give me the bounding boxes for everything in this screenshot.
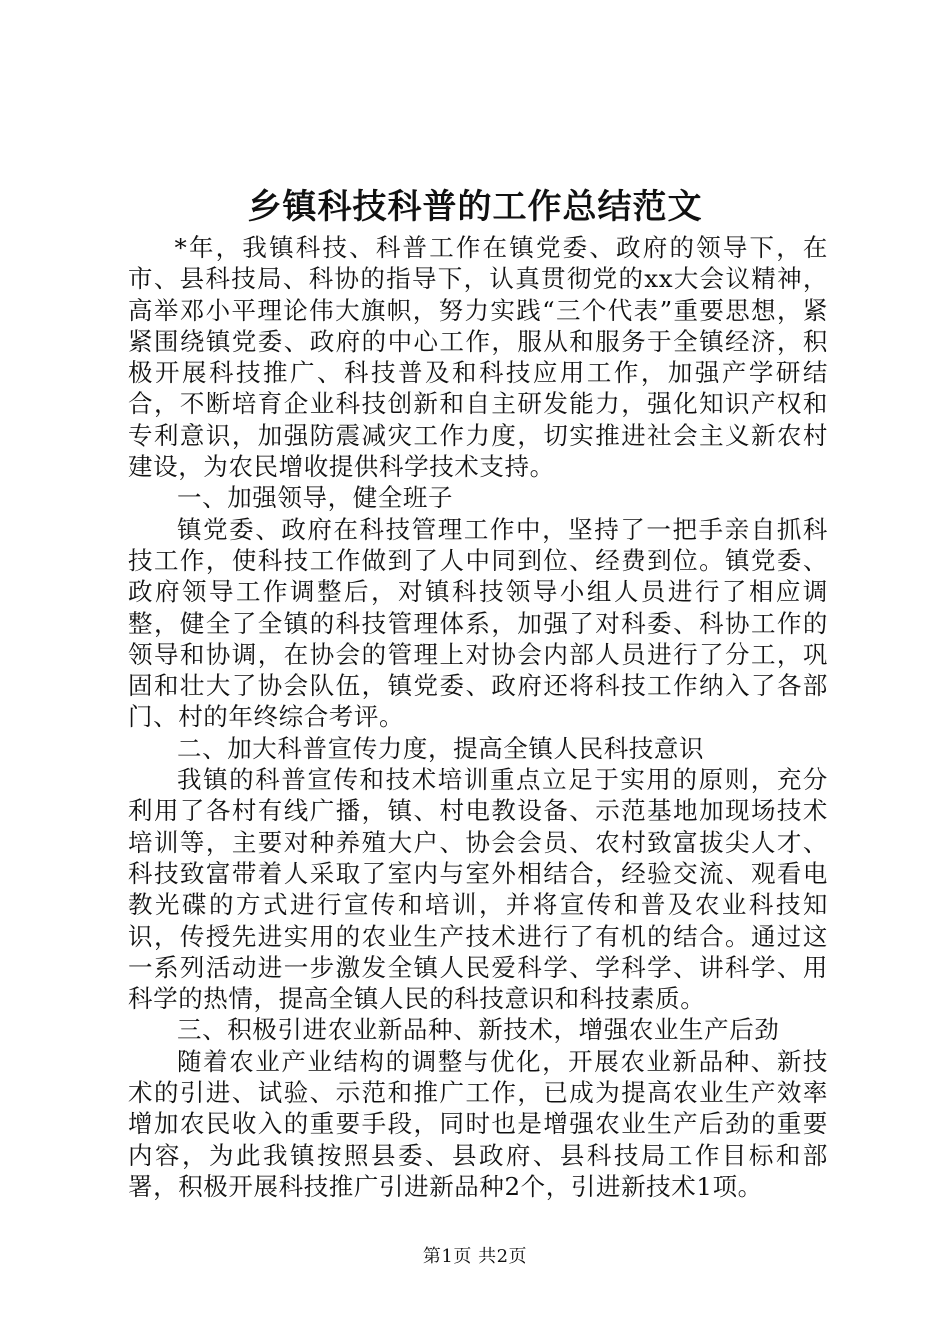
section-paragraph-1: 镇党委、政府在科技管理工作中，坚持了一把手亲自抓科技工作，使科技工作做到了人中同到位、经费到位。镇党委、政府领导工作调整后，对镇科技领导小组人员进行了相应调整，健全了全镇的科技管理体系，加强了对科委、科协工作的领导和协调，在协会的管理上对协会内部人员进行了分工，巩固和壮大了协会队伍，镇党委、政府还将科技工作纳入了各部门、村的年终综合考评。 [128, 514, 828, 732]
page-number-footer: 第1页 共2页 [422, 1246, 528, 1267]
document-title: 乡镇科技科普的工作总结范文 [247, 187, 703, 227]
intro-paragraph: *年，我镇科技、科普工作在镇党委、政府的领导下，在市、县科技局、科协的指导下，认真贯彻党的xx大会议精神，高举邓小平理论伟大旗帜，努力实践“三个代表”重要思想，紧紧围绕镇党委、政府的中心工作，服从和服务于全镇经济，积极开展科技推广、科技普及和科技应用工作，加强产学研结合，不断培育企业科技创新和自主研发能力，强化知识产权和专利意识，加强防震减灾工作力度，切实推进社会主义新农村建设，为农民增收提供科学技术支持。 [128, 233, 828, 482]
section-heading-2: 二、加大科普宣传力度，提高全镇人民科技意识 [177, 733, 705, 763]
section-heading-3: 三、积极引进农业新品种、新技术，增强农业生产后劲 [177, 1015, 780, 1045]
document-body [128, 232, 828, 1202]
section-heading-1: 一、加强领导，健全班子 [177, 483, 454, 513]
section-paragraph-2: 我镇的科普宣传和技术培训重点立足于实用的原则，充分利用了各村有线广播，镇、村电教设备、示范基地加现场技术培训等，主要对种养殖大户、协会会员、农村致富拔尖人才、科技致富带着人采取了室内与室外相结合，经验交流、观看电教光碟的方式进行宣传和培训，并将宣传和普及农业科技知识，传授先进实用的农业生产技术进行了有机的结合。通过这一系列活动进一步激发全镇人民爱科学、学科学、讲科学、用科学的热情，提高全镇人民的科技意识和科技素质。 [128, 765, 828, 1014]
section-paragraph-3: 随着农业产业结构的调整与优化，开展农业新品种、新技术的引进、试验、示范和推广工作，已成为提高农业生产效率增加农民收入的重要手段，同时也是增强农业生产后劲的重要内容，为此我镇按照县委、县政府、县科技局工作目标和部署，积极开展科技推广引进新品种2个，引进新技术1项。 [128, 1046, 828, 1201]
